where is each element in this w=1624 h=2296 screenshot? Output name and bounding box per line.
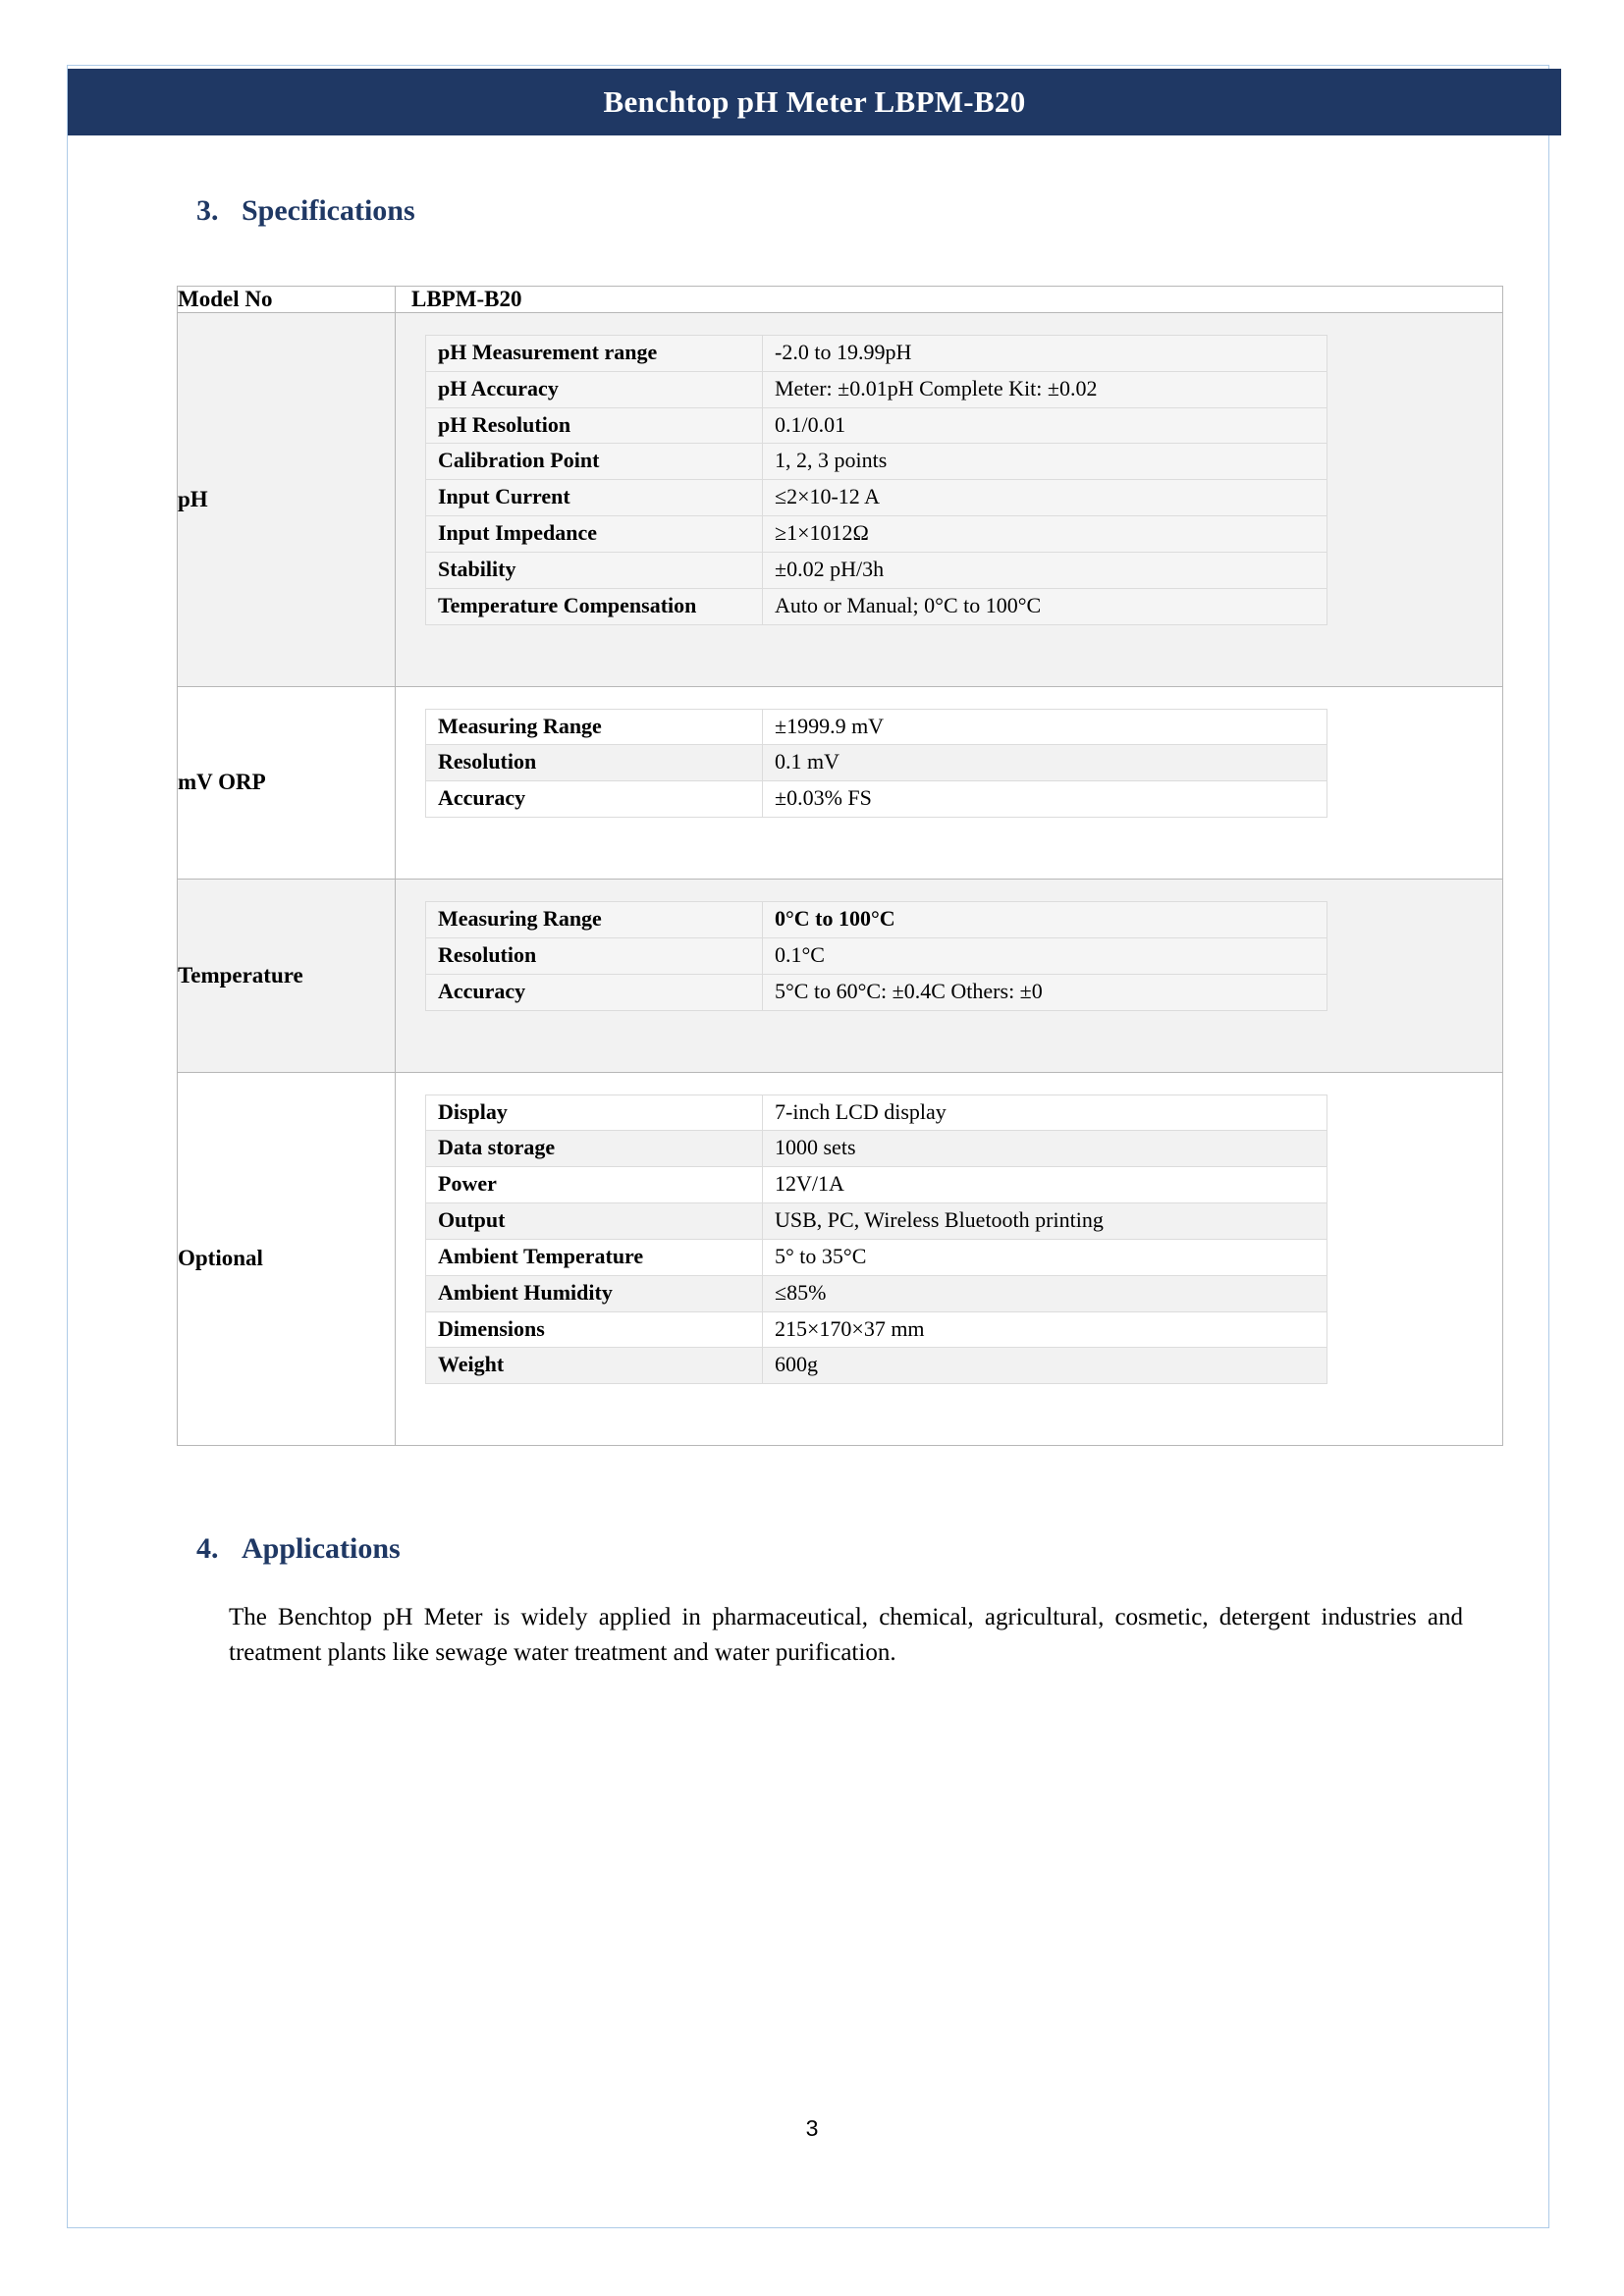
spec-key: Power <box>426 1167 763 1203</box>
spec-key: Dimensions <box>426 1311 763 1348</box>
table-row <box>178 686 1503 879</box>
applications-paragraph: The Benchtop pH Meter is widely applied in pharmaceutical, chemical, agricultural, cosmetic, detergent industries and treatment plants like sewage water treatment and water purification. <box>229 1604 1463 1667</box>
model-no-value: LBPM-B20 <box>396 287 1503 313</box>
spec-value: 0.1/0.01 <box>763 407 1327 444</box>
spec-row <box>426 1275 1327 1311</box>
section-title-specifications: Specifications <box>242 194 415 227</box>
spec-row <box>426 1203 1327 1240</box>
spec-value: ≥1×1012Ω <box>763 516 1327 553</box>
document-title: Benchtop pH Meter LBPM-B20 <box>603 84 1026 119</box>
spec-value: USB, PC, Wireless Bluetooth printing <box>763 1203 1327 1240</box>
spec-key: Ambient Humidity <box>426 1275 763 1311</box>
spec-row <box>426 480 1327 516</box>
spec-value: 12V/1A <box>763 1167 1327 1203</box>
spec-value: 5° to 35°C <box>763 1239 1327 1275</box>
spec-key: pH Resolution <box>426 407 763 444</box>
spec-value: ±0.03% FS <box>763 781 1327 818</box>
section-heading-applications <box>68 1532 1549 1566</box>
group-label-ph: pH <box>178 313 396 687</box>
spec-row <box>426 974 1327 1010</box>
spec-row <box>426 781 1327 818</box>
inner-table-temperature <box>425 901 1327 1010</box>
spec-row <box>426 552 1327 588</box>
spec-row <box>426 937 1327 974</box>
spec-key: Accuracy <box>426 974 763 1010</box>
spec-row <box>426 371 1327 407</box>
spec-key: Resolution <box>426 745 763 781</box>
page-content <box>68 135 1549 1695</box>
spec-row <box>426 516 1327 553</box>
spec-row <box>426 1095 1327 1131</box>
spec-row <box>426 709 1327 745</box>
page-header-banner <box>68 69 1561 135</box>
spec-value: Meter: ±0.01pH Complete Kit: ±0.02 <box>763 371 1327 407</box>
spacer <box>68 1446 1549 1532</box>
spec-key: Weight <box>426 1348 763 1384</box>
inner-table-mv-orp <box>425 709 1327 818</box>
spec-key: Ambient Temperature <box>426 1239 763 1275</box>
table-row <box>178 313 1503 687</box>
spec-value: 5°C to 60°C: ±0.4C Others: ±0 <box>763 974 1327 1010</box>
group-label-mv-orp: mV ORP <box>178 686 396 879</box>
spec-row <box>426 588 1327 624</box>
spec-row <box>426 1311 1327 1348</box>
spec-row <box>426 902 1327 938</box>
table-row <box>178 880 1503 1072</box>
spec-row <box>426 407 1327 444</box>
table-row <box>178 1072 1503 1446</box>
table-header-row <box>178 287 1503 313</box>
spec-value: ≤2×10-12 A <box>763 480 1327 516</box>
spec-value: 215×170×37 mm <box>763 1311 1327 1348</box>
spec-value: ±1999.9 mV <box>763 709 1327 745</box>
spec-key: Output <box>426 1203 763 1240</box>
spec-key: Measuring Range <box>426 709 763 745</box>
spec-row <box>426 1131 1327 1167</box>
section-title-applications: Applications <box>242 1532 401 1566</box>
spec-key: Input Current <box>426 480 763 516</box>
group-label-temperature: Temperature <box>178 880 396 1072</box>
spec-value: Auto or Manual; 0°C to 100°C <box>763 588 1327 624</box>
spec-value: 7-inch LCD display <box>763 1095 1327 1131</box>
spec-value: -2.0 to 19.99pH <box>763 336 1327 372</box>
spec-key: pH Accuracy <box>426 371 763 407</box>
spec-key: Accuracy <box>426 781 763 818</box>
spec-value: 0°C to 100°C <box>763 902 1327 938</box>
spec-value: 0.1 mV <box>763 745 1327 781</box>
group-body-ph <box>396 313 1503 687</box>
spec-row <box>426 444 1327 480</box>
page-number: 3 <box>805 2115 819 2141</box>
spec-value: 1, 2, 3 points <box>763 444 1327 480</box>
section-number-specifications: 3. <box>196 194 219 227</box>
model-no-label: Model No <box>178 287 396 313</box>
spec-key: Resolution <box>426 937 763 974</box>
section-number-applications: 4. <box>196 1532 219 1566</box>
spec-key: pH Measurement range <box>426 336 763 372</box>
group-body-mv-orp <box>396 686 1503 879</box>
spec-value: 0.1°C <box>763 937 1327 974</box>
spec-key: Stability <box>426 552 763 588</box>
spec-key: Measuring Range <box>426 902 763 938</box>
group-label-optional: Optional <box>178 1072 396 1446</box>
group-body-optional <box>396 1072 1503 1446</box>
spec-key: Display <box>426 1095 763 1131</box>
spec-key: Calibration Point <box>426 444 763 480</box>
spec-row <box>426 336 1327 372</box>
spec-value: 600g <box>763 1348 1327 1384</box>
spec-row <box>426 745 1327 781</box>
inner-table-ph <box>425 335 1327 625</box>
inner-table-optional <box>425 1095 1327 1385</box>
spec-value: 1000 sets <box>763 1131 1327 1167</box>
spec-key: Temperature Compensation <box>426 588 763 624</box>
section-heading-specifications <box>68 194 1549 228</box>
spec-value: ≤85% <box>763 1275 1327 1311</box>
specifications-table <box>177 286 1503 1446</box>
spec-row <box>426 1348 1327 1384</box>
spec-row <box>426 1239 1327 1275</box>
spec-value: ±0.02 pH/3h <box>763 552 1327 588</box>
spec-key: Data storage <box>426 1131 763 1167</box>
spec-row <box>426 1167 1327 1203</box>
spec-key: Input Impedance <box>426 516 763 553</box>
group-body-temperature <box>396 880 1503 1072</box>
